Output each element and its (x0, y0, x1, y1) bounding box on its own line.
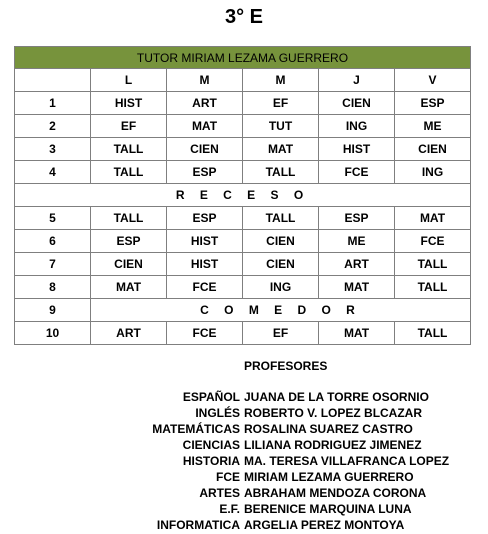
professor-name: LILIANA RODRIGUEZ JIMENEZ (244, 438, 422, 452)
class-cell: ING (243, 276, 319, 299)
professor-row (140, 453, 449, 469)
professor-subject: FCE (216, 470, 240, 484)
period-number: 1 (15, 92, 91, 115)
schedule-row (15, 276, 471, 299)
schedule-row (15, 230, 471, 253)
period-number: 9 (15, 299, 91, 322)
page-title: 3° E (224, 6, 264, 28)
professor-subject: INFORMATICA (156, 518, 240, 532)
class-cell: ART (91, 322, 167, 345)
professor-subject: ARTES (199, 486, 240, 500)
schedule-row (15, 92, 471, 115)
period-number: 10 (15, 322, 91, 345)
professor-name: JUANA DE LA TORRE OSORNIO (244, 390, 429, 404)
class-cell: CIEN (395, 138, 471, 161)
class-cell: TALL (395, 253, 471, 276)
professor-name: ROSALINA SUAREZ CASTRO (244, 422, 413, 436)
class-cell: HIST (319, 138, 395, 161)
period-number: 8 (15, 276, 91, 299)
period-number: 5 (15, 207, 91, 230)
period-number: 7 (15, 253, 91, 276)
class-cell: TALL (243, 161, 319, 184)
class-cell: FCE (319, 161, 395, 184)
professor-row (140, 421, 449, 437)
class-cell: HIST (167, 230, 243, 253)
professor-name: ABRAHAM MENDOZA CORONA (244, 486, 427, 500)
schedule-row (15, 207, 471, 230)
class-cell: ING (395, 161, 471, 184)
class-cell: CIEN (91, 253, 167, 276)
professors-heading: PROFESORES (244, 359, 328, 373)
professor-subject: ESPAÑOL (182, 390, 240, 404)
class-cell: ME (319, 230, 395, 253)
class-cell: FCE (167, 276, 243, 299)
class-cell: MAT (167, 115, 243, 138)
class-cell: TALL (243, 207, 319, 230)
schedule-row (15, 138, 471, 161)
class-cell: TALL (91, 207, 167, 230)
day-header: M (243, 69, 319, 92)
schedule-row (15, 115, 471, 138)
schedule-row (15, 299, 471, 322)
professor-subject: CIENCIAS (182, 438, 240, 452)
class-cell: TALL (395, 322, 471, 345)
class-cell: ING (319, 115, 395, 138)
break-label: R E C E S O (15, 184, 471, 207)
professor-row (140, 517, 449, 533)
class-cell: CIEN (243, 230, 319, 253)
class-cell: ME (395, 115, 471, 138)
tutor-row (15, 47, 471, 69)
class-cell: EF (243, 322, 319, 345)
schedule-row (15, 322, 471, 345)
class-cell: TUT (243, 115, 319, 138)
class-cell: MAT (395, 207, 471, 230)
period-number: 3 (15, 138, 91, 161)
period-number: 6 (15, 230, 91, 253)
class-cell: ESP (395, 92, 471, 115)
professor-row (140, 389, 449, 405)
class-cell: HIST (91, 92, 167, 115)
professor-subject: HISTORIA (182, 454, 240, 468)
period-number: 2 (15, 115, 91, 138)
professor-subject: MATEMÁTICAS (152, 422, 240, 436)
break-label: C O M E D O R (91, 299, 471, 322)
class-cell: TALL (91, 161, 167, 184)
professor-name: MA. TERESA VILLAFRANCA LOPEZ (244, 454, 450, 468)
professor-name: MIRIAM LEZAMA GUERRERO (244, 470, 414, 484)
professor-row (140, 469, 449, 485)
class-cell: MAT (91, 276, 167, 299)
tutor-label: TUTOR MIRIAM LEZAMA GUERRERO (15, 47, 471, 69)
schedule-row (15, 184, 471, 207)
professor-row (140, 501, 449, 517)
class-cell: TALL (91, 138, 167, 161)
corner-cell (15, 69, 91, 92)
professor-name: ARGELIA PEREZ MONTOYA (244, 518, 405, 532)
day-header: V (395, 69, 471, 92)
class-cell: ESP (167, 161, 243, 184)
class-cell: TALL (395, 276, 471, 299)
class-cell: HIST (167, 253, 243, 276)
class-cell: EF (91, 115, 167, 138)
professors-list (140, 389, 449, 533)
day-header: M (167, 69, 243, 92)
schedule-row (15, 161, 471, 184)
class-cell: ESP (167, 207, 243, 230)
schedule-row (15, 253, 471, 276)
professor-subject: INGLÉS (195, 406, 240, 420)
day-header: J (319, 69, 395, 92)
class-cell: MAT (319, 276, 395, 299)
professor-row (140, 485, 449, 501)
class-cell: FCE (395, 230, 471, 253)
class-cell: CIEN (243, 253, 319, 276)
professor-row (140, 437, 449, 453)
day-header-row (15, 69, 471, 92)
day-header: L (91, 69, 167, 92)
class-cell: MAT (319, 322, 395, 345)
class-cell: ART (167, 92, 243, 115)
class-cell: CIEN (167, 138, 243, 161)
professor-name: ROBERTO V. LOPEZ BLCAZAR (244, 406, 423, 420)
schedule-table (14, 46, 471, 345)
class-cell: CIEN (319, 92, 395, 115)
period-number: 4 (15, 161, 91, 184)
professor-row (140, 405, 449, 421)
class-cell: ESP (319, 207, 395, 230)
class-cell: EF (243, 92, 319, 115)
class-cell: FCE (167, 322, 243, 345)
professor-name: BERENICE MARQUINA LUNA (244, 502, 412, 516)
class-cell: ESP (91, 230, 167, 253)
class-cell: MAT (243, 138, 319, 161)
class-cell: ART (319, 253, 395, 276)
professor-subject: E.F. (219, 502, 240, 516)
